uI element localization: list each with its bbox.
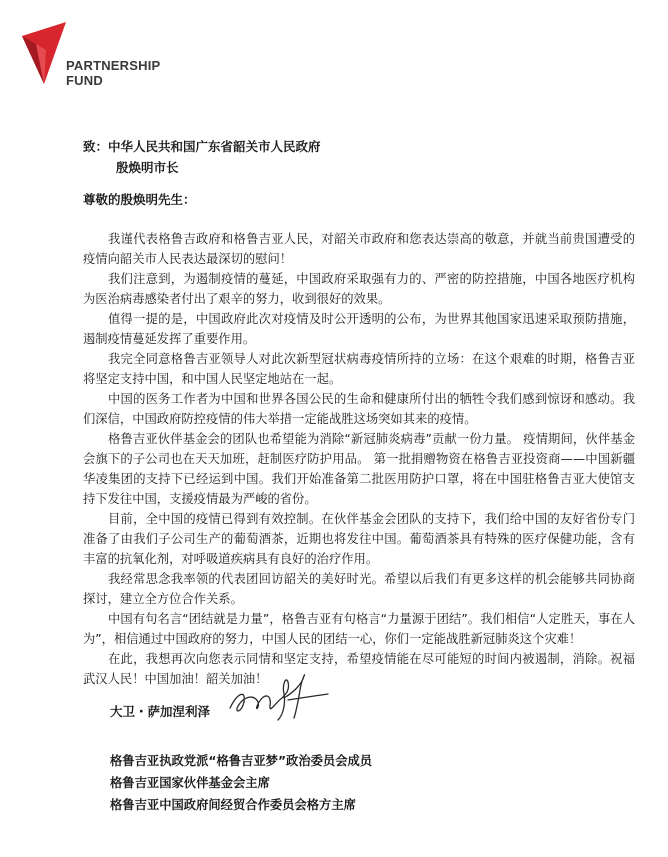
paragraph: 我们注意到，为遏制疫情的蔓延，中国政府采取强有力的、严密的防控措施，中国各地医疗机构为医治病毒感染者付出了艰辛的努力，收到很好的效果。 bbox=[83, 272, 635, 306]
salutation: 尊敬的殷焕明先生： bbox=[83, 192, 196, 207]
logo-wordmark bbox=[66, 58, 160, 88]
paragraph: 格鲁吉亚伙伴基金会的团队也希望能为消除“新冠肺炎病毒”贡献一份力量。 疫情期间，伙伴基金会旗下的子公司也在天天加班，赶制医疗防护用品。 第一批捐赠物资在格鲁吉亚投资商——中国新疆华凌集团的支持下已经运到中国。我们开始准备第二批医用防护口罩，将在中国驻格鲁吉亚大使馆支持下发往中国，支援疫情最为严峻的省份。 bbox=[83, 432, 635, 506]
address-line-1: 致：中华人民共和国广东省韶关市人民政府 bbox=[83, 139, 321, 154]
paragraph: 我经常思念我率领的代表团回访韶关的美好时光。希望以后我们有更多这样的机会能够共同协商探讨，建立全方位合作关系。 bbox=[83, 572, 635, 606]
signer-titles bbox=[110, 750, 372, 816]
logo-red-shard-icon bbox=[22, 22, 66, 84]
paragraph: 我完全同意格鲁吉亚领导人对此次新型冠状病毒疫情所持的立场：在这个艰难的时期，格鲁吉亚将坚定支持中国，和中国人民坚定地站在一起。 bbox=[83, 352, 635, 386]
logo-line-2: FUND bbox=[66, 73, 103, 88]
title-line: 格鲁吉亚中国政府间经贸合作委员会格方主席 bbox=[110, 798, 356, 812]
paragraph: 目前，全中国的疫情已得到有效控制。在伙伴基金会团队的支持下，我们给中国的友好省份专门准备了由我们子公司生产的葡萄酒茶，近期也将发往中国。葡萄酒茶具有特殊的医疗保健功能，含有丰富的抗氧化剂，对呼吸道疾病具有良好的治疗作用。 bbox=[83, 512, 635, 566]
paragraph: 在此，我想再次向您表示同情和坚定支持，希望疫情能在尽可能短的时间内被遏制，消除。祝福武汉人民！中国加油！韶关加油！ bbox=[83, 652, 635, 686]
title-line: 格鲁吉亚执政党派“格鲁吉亚梦”政治委员会成员 bbox=[110, 754, 373, 768]
letter-body bbox=[83, 229, 635, 689]
address-line-2: 殷焕明市长 bbox=[116, 160, 179, 175]
signer-name: 大卫・萨加涅利泽 bbox=[110, 704, 211, 719]
handwritten-signature bbox=[224, 672, 344, 724]
recipient-address bbox=[83, 136, 321, 178]
paragraph: 中国的医务工作者为中国和世界各国公民的生命和健康所付出的牺牲令我们感到惊讶和感动。我们深信，中国政府防控疫情的伟大举措一定能战胜这场突如其来的疫情。 bbox=[83, 392, 635, 426]
paragraph: 中国有句名言“团结就是力量”，格鲁吉亚有句格言“力量源于团结”。我们相信“人定胜天，事在人为”，相信通过中国政府的努力，中国人民的团结一心，你们一定能战胜新冠肺炎这个灾难！ bbox=[83, 612, 635, 646]
paragraph: 值得一提的是，中国政府此次对疫情及时公开透明的公布，为世界其他国家迅速采取预防措施，遏制疫情蔓延发挥了重要作用。 bbox=[83, 312, 635, 346]
partnership-fund-logo bbox=[22, 22, 182, 102]
title-line: 格鲁吉亚国家伙伴基金会主席 bbox=[110, 776, 270, 790]
logo-line-1: PARTNERSHIP bbox=[66, 58, 161, 73]
paragraph: 我谨代表格鲁吉政府和格鲁吉亚人民，对韶关市政府和您表达崇高的敬意，并就当前贵国遭受的疫情向韶关市人民表达最深切的慰问！ bbox=[83, 232, 635, 266]
